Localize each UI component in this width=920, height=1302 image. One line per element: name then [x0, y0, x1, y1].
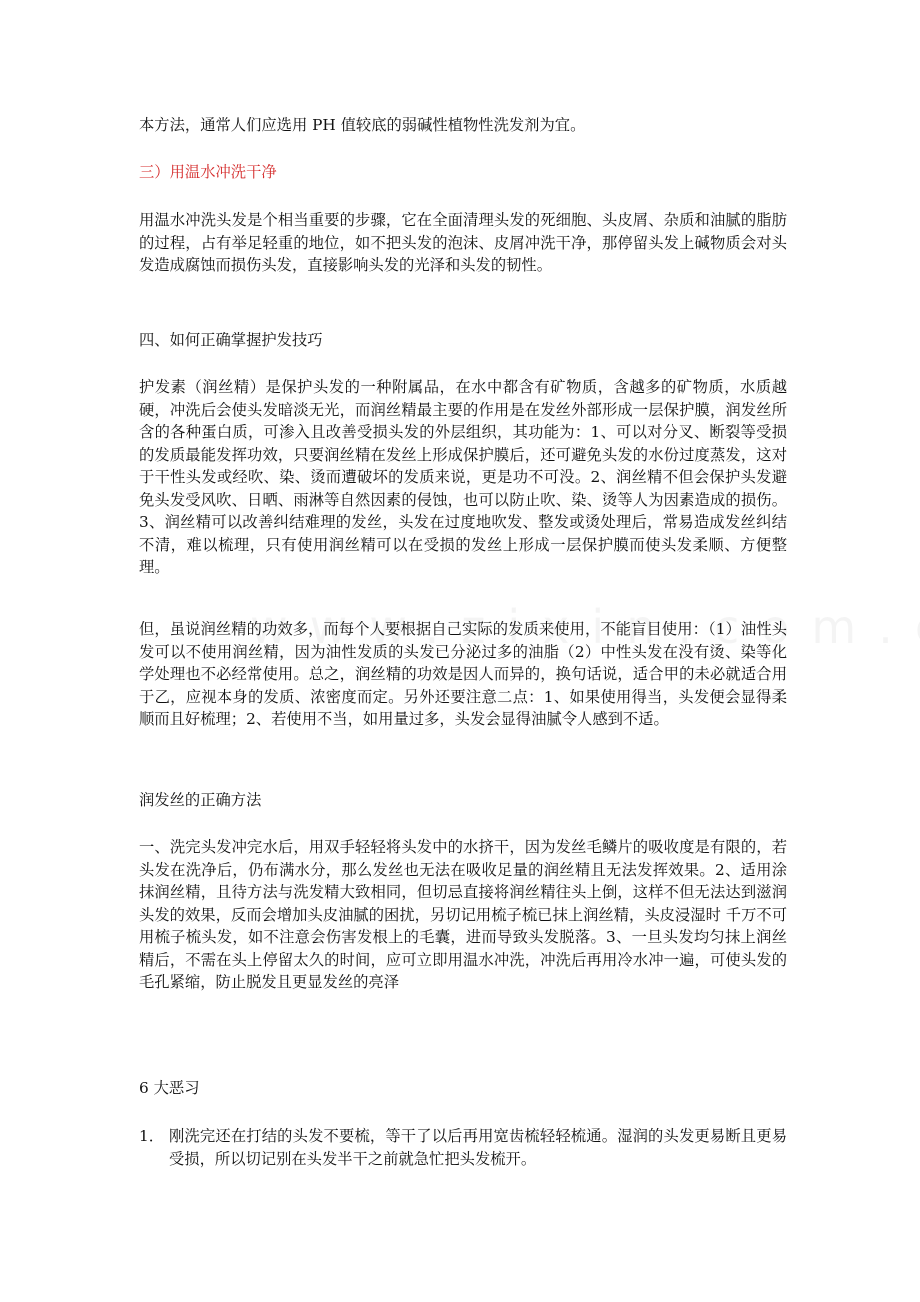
paragraph-rinse-importance: 用温水冲洗头发是个相当重要的步骤，它在全面清理头发的死细胞、头皮屑、杂质和油腻的脂肪的过程，占有举足轻重的地位，如不把头发的泡沫、皮屑冲洗干净，那停留头发上碱物质会对头发造成腐蚀而损伤头发，直接影响头发的光泽和头发的韧性。	[139, 211, 787, 274]
heading-rinse-warm-water: 三）用温水冲洗干净	[139, 163, 277, 181]
paragraph-method-steps: 一、洗完头发冲完水后，用双手轻轻将头发中的水挤干，因为发丝毛鳞片的吸收度是有限的，若头发在洗净后，仍布满水分，那么发丝也无法在吸收足量的润丝精且无法发挥效果。2、适用涂抹润丝精，且待方法与洗发精大致相同，但切忌直接将润丝精往头上倒，这样不但无法达到滋润头发的效果，反而会增加头皮油腻的困扰，另切记用梳子梳已抹上润丝精，头皮浸湿时 千万不可用梳子梳头发，如不注意会伤害发根上的毛囊，进而导致头发脱落。3、一旦头发均匀抹上润丝精后，不需在头上停留太久的时间，应可立即用温水冲洗，冲洗后再用冷水冲一遍，可使头发的毛孔紧缩，防止脱发且更显发丝的亮泽	[139, 838, 787, 991]
list-item-text: 刚洗完还在打结的头发不要梳，等干了以后再用宽齿梳轻轻梳通。湿润的头发更易断且更易受损，所以切记别在头发半干之前就急忙把头发梳开。	[169, 1127, 787, 1168]
heading-correct-method: 润发丝的正确方法	[139, 791, 262, 809]
paragraph-ph-shampoo: 本方法，通常人们应选用 PH 值较底的弱碱性植物性洗发剂为宜。	[139, 116, 586, 134]
list-item-number: 1．	[139, 1127, 165, 1145]
heading-six-bad-habits: 6 大恶习	[139, 1079, 200, 1097]
bad-habits-list	[139, 1125, 787, 1170]
heading-hair-care-tips: 四、如何正确掌握护发技巧	[139, 331, 323, 349]
list-item	[139, 1125, 787, 1170]
paragraph-conditioner-functions: 护发素（润丝精）是保护头发的一种附属品，在水中都含有矿物质，含越多的矿物质，水质越硬，冲洗后会使头发暗淡无光，而润丝精最主要的作用是在发丝外部形成一层保护膜，润发丝所含的各种蛋白质，可渗入且改善受损头发的外层组织，其功能为：1、可以对分叉、断裂等受损的发质最能发挥功效，只要润丝精在发丝上形成保护膜后，还可避免头发的水份过度蒸发，这对于干性头发或经吹、染、烫而遭破坏的发质来说，更是功不可没。2、润丝精不但会保护头发避免头发受风吹、日晒、雨淋等自然因素的侵蚀，也可以防止吹、染、烫等人为因素造成的损伤。3、润丝精可以改善纠结难理的发丝，头发在过度地吹发、整发或烫处理后，常易造成发丝纠结不清，难以梳理，只有使用润丝精可以在受损的发丝上形成一层保护膜而使头发柔顺、方便整理。	[139, 378, 787, 576]
paragraph-conditioner-usage: 但，虽说润丝精的功效多，而每个人要根据自己实际的发质来使用，不能盲目使用：（1）油性头发可以不使用润丝精，因为油性发质的头发已分泌过多的油脂（2）中性头发在没有烫、染等化学处理也不必经常使用。总之，润丝精的功效是因人而异的，换句话说，适合甲的未必就适合用于乙，应视本身的发质、浓密度而定。另外还要注意二点：1、如果使用得当，头发便会显得柔顺而且好梳理；2、若使用不当，如用量过多，头发会显得油腻令人感到不适。	[139, 620, 787, 728]
